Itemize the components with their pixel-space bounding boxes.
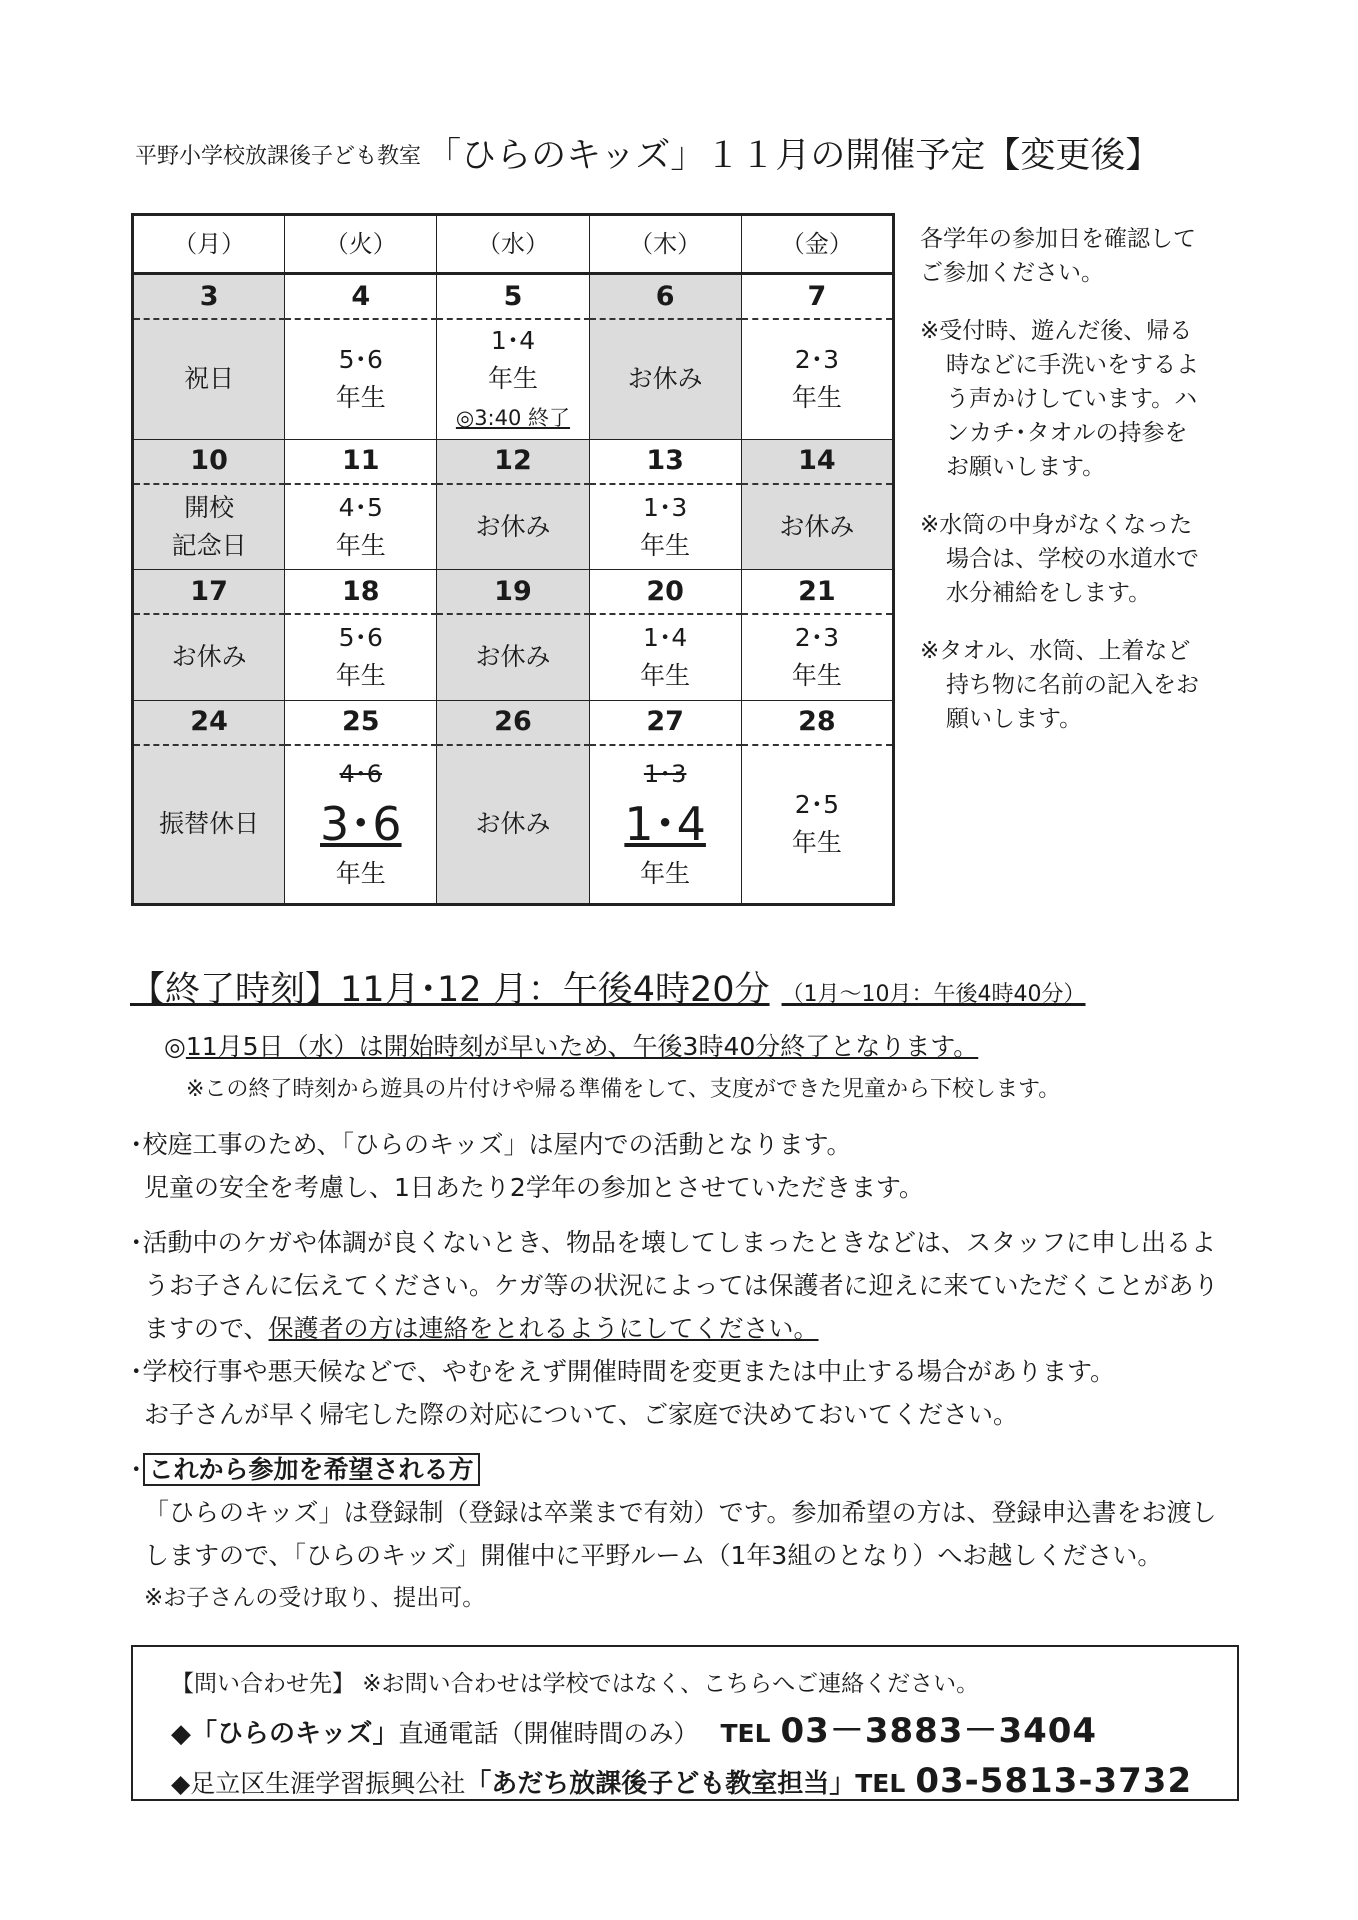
date-cell: 11 (285, 439, 437, 484)
side-note: 各学年の参加日を確認してご参加ください。 (920, 226, 1196, 286)
schedule-cell: 祝日 (133, 319, 285, 439)
note-registration: 「ひらのキッズ」は登録制（登録は卒業まで有効）です。参加希望の方は、登録申込書をお渡ししますので、「ひらのキッズ」開催中に平野ルーム（1年3組のとなり）へお越しください。 (144, 1498, 1217, 1570)
schedule-cell: 4･6 3･6 年生 (285, 745, 437, 905)
contact-line-foundation: ◆足立区生涯学習振興公社「あだち放課後子ども教室担当」TEL 03-5813-3732 (171, 1761, 1193, 1801)
side-note: ※受付時、遊んだ後、帰る時などに手洗いをするよう声かけしています。ハンカチ･タオルの持参をお願いします。 (920, 318, 1199, 480)
date-cell: 12 (437, 439, 589, 484)
new-grades: 3･6 (320, 797, 402, 852)
date-cell: 18 (285, 570, 437, 615)
date-cell: 27 (589, 700, 741, 745)
date-cell: 17 (133, 570, 285, 615)
schedule-cell: お休み (437, 614, 589, 700)
weekday-header: （火） (285, 215, 437, 274)
schedule-row (133, 484, 894, 570)
schedule-cell: 1･3 1･4 年生 (589, 745, 741, 905)
schedule-cell: 1･3 年生 (589, 484, 741, 570)
weekday-header: （木） (589, 215, 741, 274)
weekday-header: （水） (437, 215, 589, 274)
note-bullet: ･学校行事や悪天候などで、やむをえず開催時間を変更または中止する場合があります。 (130, 1357, 1116, 1386)
weekday-header-row (133, 215, 894, 274)
kids-phone: 03－3883－3404 (780, 1711, 1098, 1751)
foundation-phone: 03-5813-3732 (915, 1761, 1193, 1801)
date-row (133, 274, 894, 320)
date-cell: 20 (589, 570, 741, 615)
schedule-cell: お休み (437, 484, 589, 570)
note-submission: ※お子さんの受け取り、提出可。 (144, 1585, 486, 1611)
notes-body (130, 1025, 1240, 1620)
schedule-calendar (131, 213, 895, 906)
date-cell: 3 (133, 274, 285, 320)
contact-box (131, 1645, 1239, 1801)
end-time-aside: （1月～10月：午後4時40分） (781, 982, 1086, 1007)
end-time-heading: 【終了時刻】11月･12 月：午後4時20分 （1月～10月：午後4時40分） (130, 970, 1086, 1010)
note-bullet: ･ これから参加を希望される方 (130, 1448, 1240, 1491)
date-cell: 13 (589, 439, 741, 484)
date-cell: 6 (589, 274, 741, 320)
schedule-cell: お休み (133, 614, 285, 700)
side-note: ※水筒の中身がなくなった場合は、学校の水道水で水分補給をします。 (920, 512, 1199, 606)
note-bullet-cont: お子さんが早く帰宅した際の対応について、ご家庭で決めておいてください。 (144, 1400, 1019, 1429)
new-participant-heading: これから参加を希望される方 (143, 1453, 480, 1486)
schedule-cell: 5･6 年生 (285, 614, 437, 700)
date-cell: 5 (437, 274, 589, 320)
date-row (133, 570, 894, 615)
schedule-cell: 振替休日 (133, 745, 285, 905)
date-cell: 4 (285, 274, 437, 320)
date-cell: 25 (285, 700, 437, 745)
schedule-cell: お休み (437, 745, 589, 905)
schedule-cell: 4･5 年生 (285, 484, 437, 570)
early-end-note: ◎3:40 終了 (455, 405, 571, 430)
weekday-header: （月） (133, 215, 285, 274)
schedule-row (133, 745, 894, 905)
date-cell: 14 (741, 439, 893, 484)
schedule-row (133, 319, 894, 439)
schedule-cell: 5･6 年生 (285, 319, 437, 439)
note-bullet-cont: 児童の安全を考慮し、1日あたり2学年の参加とさせていただきます。 (144, 1173, 924, 1202)
schedule-cell: 2･3 年生 (741, 319, 893, 439)
title-prefix: 平野小学校放課後子ども教室 (135, 144, 422, 169)
old-grades: 1･3 (643, 760, 687, 789)
schedule-cell: お休み (589, 319, 741, 439)
schedule-cell: 開校 記念日 (133, 484, 285, 570)
schedule-cell: 1･4 年生 (589, 614, 741, 700)
date-cell: 10 (133, 439, 285, 484)
side-note: ※タオル、水筒、上着など持ち物に名前の記入をお願いします。 (920, 638, 1199, 732)
contact-line-kids: ◆「ひらのキッズ」直通電話（開催時間のみ） TEL 03－3883－3404 (171, 1711, 1098, 1751)
date-cell: 21 (741, 570, 893, 615)
date-cell: 26 (437, 700, 589, 745)
old-grades: 4･6 (339, 760, 383, 789)
date-cell: 24 (133, 700, 285, 745)
schedule-cell: 2･5 年生 (741, 745, 893, 905)
note-bullet: ･活動中のケガや体調が良くないとき、物品を壊してしまったときなどは、スタッフに申し出るようお子さんに伝えてください。ケガ等の状況によっては保護者に迎えに来ていただくことがありますので、保護者の方は連絡をとれるようにしてください。 (130, 1228, 1219, 1343)
new-grades: 1･4 (624, 797, 706, 852)
date-row (133, 439, 894, 484)
note-leaving: ※この終了時刻から遊具の片付けや帰る準備をして、支度ができた児童から下校します。 (186, 1077, 1061, 1102)
date-cell: 7 (741, 274, 893, 320)
side-notes (920, 222, 1210, 760)
contact-heading: 【問い合わせ先】 ※お問い合わせは学校ではなく、こちらへご連絡ください。 (171, 1671, 980, 1697)
date-cell: 28 (741, 700, 893, 745)
schedule-cell: 2･3 年生 (741, 614, 893, 700)
date-row (133, 700, 894, 745)
schedule-cell: お休み (741, 484, 893, 570)
schedule-row (133, 614, 894, 700)
schedule-cell: 1･4 年生 ◎3:40 終了 (437, 319, 589, 439)
note-early-end: ◎11月5日（水）は開始時刻が早いため、午後3時40分終了となります。 (164, 1032, 979, 1061)
date-cell: 19 (437, 570, 589, 615)
note-bullet: ･校庭工事のため、「ひらのキッズ」は屋内での活動となります。 (130, 1130, 852, 1159)
weekday-header: （金） (741, 215, 893, 274)
page-title (135, 128, 1160, 178)
title-main: 「ひらのキッズ」１１月の開催予定【変更後】 (426, 136, 1161, 176)
